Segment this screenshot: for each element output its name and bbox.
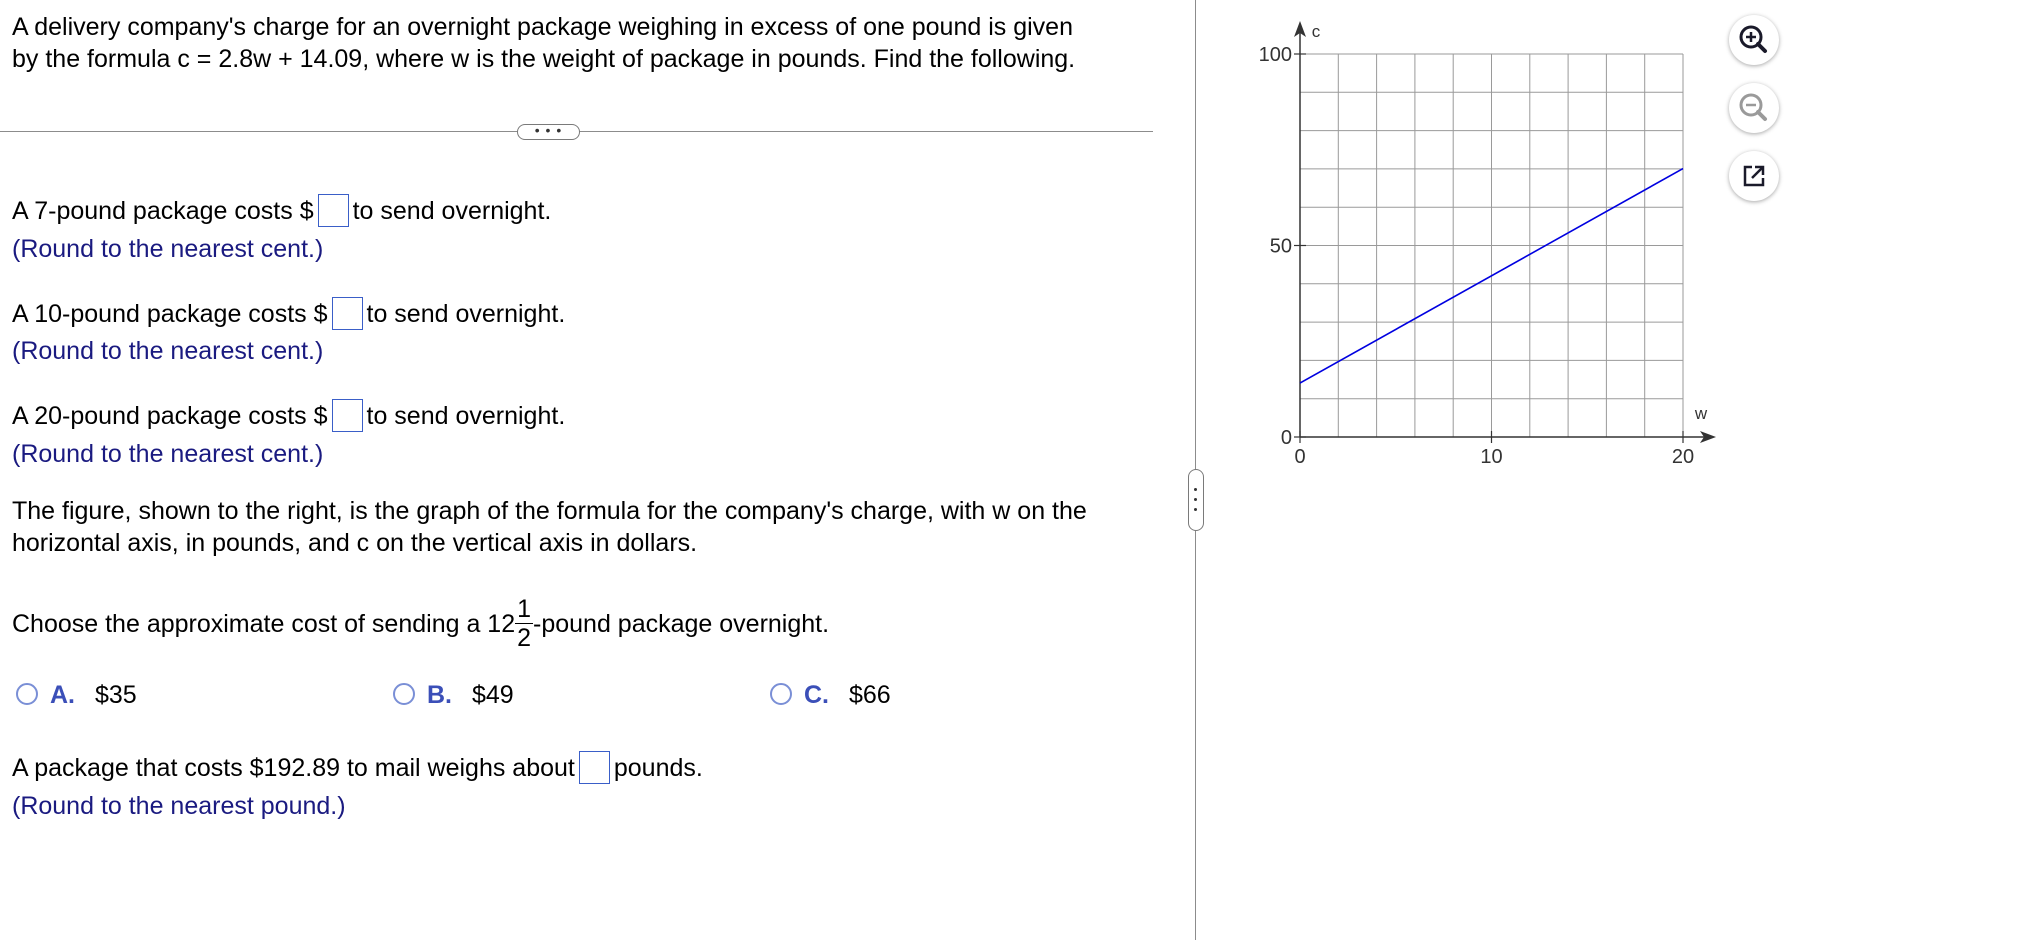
resize-handle[interactable] xyxy=(1188,469,1204,531)
x-axis-label: w xyxy=(1694,404,1708,423)
choose-question-text: Choose the approximate cost of sending a 12 xyxy=(12,610,516,638)
option-a-letter: A. xyxy=(50,681,75,709)
figure-description xyxy=(12,495,1087,559)
question-2-hint: (Round to the nearest cent.) xyxy=(12,337,324,365)
popout-button[interactable] xyxy=(1729,151,1779,201)
option-a[interactable] xyxy=(16,679,137,711)
x-tick-label: 0 xyxy=(1294,446,1306,468)
option-c[interactable] xyxy=(770,679,891,711)
question-5-text: A package that costs $192.89 to mail weighs about xyxy=(12,754,575,782)
popout-icon xyxy=(1729,151,1779,201)
question-2-text: A 10-pound package costs $ xyxy=(12,300,328,328)
option-c-value: $66 xyxy=(849,681,891,709)
option-c-radio[interactable] xyxy=(770,683,792,705)
question-5 xyxy=(12,752,703,786)
option-c-letter: C. xyxy=(804,681,829,709)
problem-line-1: A delivery company's charge for an overnight package weighing in excess of one pound is given xyxy=(12,13,1073,41)
fraction xyxy=(515,595,533,652)
question-3-hint: (Round to the nearest cent.) xyxy=(12,440,324,468)
question-3 xyxy=(12,400,565,434)
answer-input-1[interactable] xyxy=(318,194,349,227)
question-3-suffix: to send overnight. xyxy=(366,402,566,430)
expand-button[interactable]: • • • xyxy=(517,124,580,140)
question-3-text: A 20-pound package costs $ xyxy=(12,402,328,430)
answer-input-3[interactable] xyxy=(332,399,363,432)
question-1 xyxy=(12,195,551,229)
chart-axes xyxy=(1294,21,1716,443)
x-tick-label: 10 xyxy=(1480,446,1503,468)
y-axis-label: c xyxy=(1311,22,1321,41)
question-1-text: A 7-pound package costs $ xyxy=(12,197,314,225)
y-tick-label: 100 xyxy=(1258,44,1292,66)
zoom-in-button[interactable] xyxy=(1729,15,1779,65)
question-1-suffix: to send overnight. xyxy=(352,197,552,225)
option-a-value: $35 xyxy=(95,681,137,709)
question-5-suffix: pounds. xyxy=(613,754,703,782)
option-b[interactable] xyxy=(393,679,514,711)
zoom-out-icon xyxy=(1729,83,1779,133)
answer-input-2[interactable] xyxy=(332,297,363,330)
option-b-letter: B. xyxy=(427,681,452,709)
line-graph xyxy=(1240,15,1750,480)
figure-description-line-2: horizontal axis, in pounds, and c on the vertical axis in dollars. xyxy=(12,529,698,557)
question-2-suffix: to send overnight. xyxy=(366,300,566,328)
option-b-value: $49 xyxy=(472,681,514,709)
answer-input-5[interactable] xyxy=(579,751,610,784)
option-a-radio[interactable] xyxy=(16,683,38,705)
zoom-in-icon xyxy=(1729,15,1779,65)
problem-line-2: by the formula c = 2.8w + 14.09, where w is the weight of package in pounds. Find the following. xyxy=(12,45,1076,73)
question-1-hint: (Round to the nearest cent.) xyxy=(12,235,324,263)
problem-statement xyxy=(12,11,1075,75)
zoom-out-button[interactable] xyxy=(1729,83,1779,133)
fraction-numerator: 1 xyxy=(517,594,532,623)
figure-description-line-1: The figure, shown to the right, is the graph of the formula for the company's charge, with w on the xyxy=(12,497,1087,525)
question-2 xyxy=(12,298,565,332)
choose-question-suffix: -pound package overnight. xyxy=(533,610,830,638)
y-tick-label: 50 xyxy=(1269,235,1292,258)
x-tick-label: 20 xyxy=(1671,446,1695,468)
choose-question xyxy=(12,594,829,654)
option-b-radio[interactable] xyxy=(393,683,415,705)
chart-grid xyxy=(1300,54,1683,437)
fraction-denominator: 2 xyxy=(517,623,532,652)
y-tick-label: 0 xyxy=(1280,427,1292,449)
question-5-hint: (Round to the nearest pound.) xyxy=(12,792,346,820)
